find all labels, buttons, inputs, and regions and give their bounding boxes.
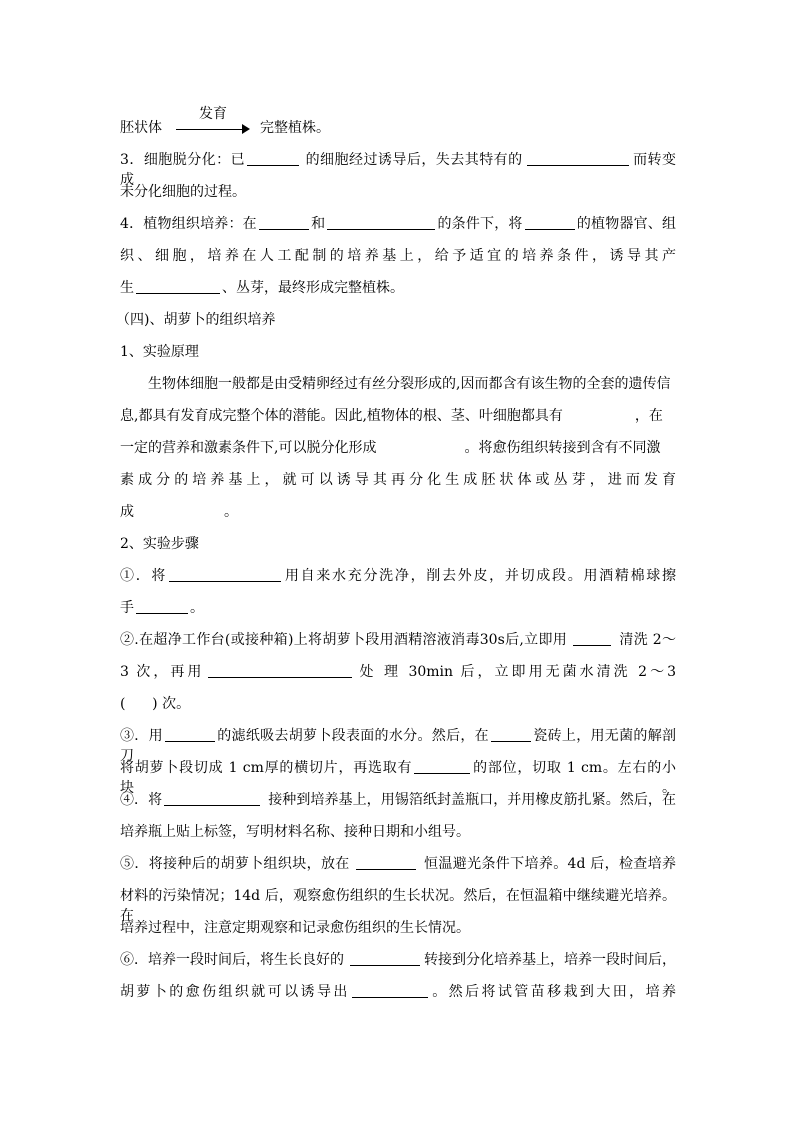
principle-para-line: 息,都具有发育成完整个体的潜能。因此,植物体的根、茎、叶细胞都具有 ，在 — [120, 408, 663, 424]
blank-field[interactable] — [247, 151, 299, 166]
arrow-label: 发育 — [199, 106, 227, 122]
line-dedifferentiation-cont: 未分化细胞的过程。 — [120, 184, 246, 200]
blank-field[interactable] — [259, 215, 309, 230]
line-embryoid-arrow — [120, 106, 330, 138]
blank-field[interactable] — [164, 791, 260, 806]
line-tissue-culture-end: 生 、丛芽，最终形成完整植株。 — [120, 280, 404, 296]
blank-field[interactable] — [525, 215, 575, 230]
line-tissue-culture-cont: 织、细胞，培养在人工配制的培养基上，给予适宜的培养条件，诱导其产 — [120, 248, 676, 264]
step-2-line: ( ) 次。 — [120, 696, 191, 712]
step-3-line: ③．用 的滤纸吸去胡萝卜段表面的水分。然后，在 瓷砖上，用无菌的解剖刀 — [120, 728, 677, 764]
blank-field[interactable] — [352, 983, 428, 998]
section-heading-carrot-culture: （四)、胡萝卜的组织培养 — [116, 312, 276, 328]
blank-field[interactable] — [573, 631, 611, 646]
blank-field[interactable] — [491, 727, 531, 742]
text-embryoid: 胚状体 — [120, 120, 162, 136]
step-4-line: ④．将 接种到培养基上，用锡箔纸封盖瓶口，并用橡皮筋扎紧。然后，在 — [120, 792, 676, 808]
line-dedifferentiation-def: 3．细胞脱分化：已 的细胞经过诱导后，失去其特有的 而转变成 — [120, 152, 677, 188]
subheading-principle: 1、实验原理 — [120, 344, 199, 360]
blank-field[interactable] — [527, 151, 629, 166]
step-4-line: 培养瓶上贴上标签，写明材料名称、接种日期和小组号。 — [120, 824, 470, 840]
principle-para-line: 素成分的培养基上，就可以诱导其再分化生成胚状体或丛芽，进而发育 — [120, 472, 676, 488]
blank-field[interactable] — [208, 663, 352, 678]
blank-field[interactable] — [350, 951, 420, 966]
blank-field[interactable] — [169, 567, 281, 582]
principle-para-line: 一定的营养和激素条件下,可以脱分化形成 。将愈伤组织转接到含有不同激 — [120, 440, 661, 456]
step-5-line: 培养过程中，注意定期观察和记录愈伤组织的生长情况。 — [120, 920, 470, 936]
step-3-line: 将胡萝卜段切成 1 cm厚的横切片，再选取有 的部位，切取 1 cm。左右的小块。 — [120, 760, 676, 796]
blank-field[interactable] — [136, 599, 188, 614]
step-5-line: 材料的污染情况；14d 后，观察愈伤组织的生长状况。然后，在恒温箱中继续避光培养。在 — [120, 888, 676, 924]
step-6-line: ⑥．培养一段时间后，将生长良好的 转接到分化培养基上，培养一段时间后， — [120, 952, 676, 968]
step-2-line: ②.在超净工作台(或接种箱)上将胡萝卜段用酒精溶液消毒30s后,立即用 清洗 2～ — [120, 632, 677, 648]
blank-field[interactable] — [356, 855, 416, 870]
blank-field[interactable] — [165, 727, 215, 742]
step-2-line: 3 次，再用 处 理 30min 后，立即用无菌水清洗 2～3 — [120, 664, 676, 680]
text-whole-plant: 完整植株。 — [260, 120, 330, 136]
step-1-line: 手 。 — [120, 600, 204, 616]
develop-arrow-icon — [176, 106, 250, 138]
principle-para-line: 成 。 — [120, 504, 238, 520]
blank-field[interactable] — [414, 759, 470, 774]
step-1-line: ①．将 用自来水充分洗净，削去外皮，并切成段。用酒精棉球擦 — [120, 568, 677, 584]
line-tissue-culture-def: 4．植物组织培养：在 和 的条件下，将 的植物器官、组 — [120, 216, 677, 232]
step-6-line: 胡萝卜的愈伤组织就可以诱导出 。然后将试管苗移栽到大田，培养 — [120, 984, 677, 1000]
blank-field[interactable] — [327, 215, 435, 230]
subheading-steps: 2、实验步骤 — [120, 536, 199, 552]
step-5-line: ⑤．将接种后的胡萝卜组织块，放在 恒温避光条件下培养。4d 后，检查培养 — [120, 856, 677, 872]
blank-field[interactable] — [136, 279, 220, 294]
principle-para-line: 生物体细胞一般都是由受精卵经过有丝分裂形成的,因而都含有该生物的全套的遗传信 — [148, 376, 671, 392]
